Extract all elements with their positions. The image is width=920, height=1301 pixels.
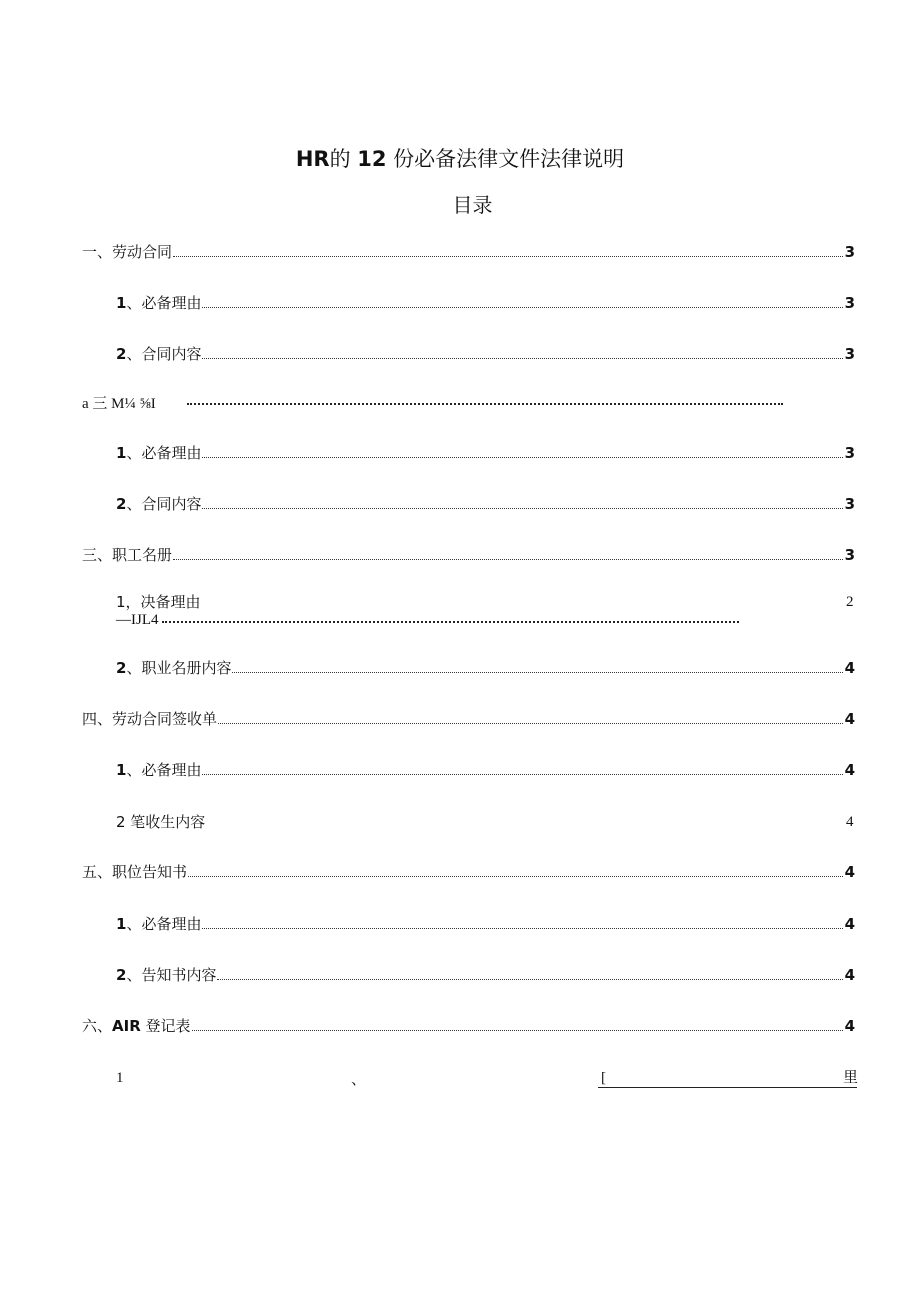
toc-label-bold: AIR <box>112 1017 141 1035</box>
toc-page-number: 4 <box>844 761 855 779</box>
toc-entry-section-1-2[interactable] <box>116 344 855 364</box>
toc-leader <box>202 306 842 308</box>
toc-leader <box>202 927 842 929</box>
toc-entry-section-2-2[interactable] <box>116 494 855 514</box>
toc-entry-section-3[interactable] <box>82 545 855 565</box>
toc-entry-section-6[interactable] <box>82 1016 855 1036</box>
toc-page-number: 3 <box>844 444 855 462</box>
toc-leader <box>218 722 843 724</box>
toc-page-number: 3 <box>844 546 855 564</box>
toc-entry-section-1-1[interactable] <box>116 293 855 313</box>
title-suffix: 份必备法律文件法律说明 <box>393 147 625 171</box>
toc-label-suffix: 登记表 <box>140 1017 191 1035</box>
toc-label-prefix: 六、 <box>82 1017 113 1035</box>
toc-entry-section-3-2[interactable] <box>116 658 855 678</box>
toc-label: 三、职工名册 <box>82 546 173 564</box>
toc-leader <box>173 558 843 560</box>
toc-leader <box>202 357 842 359</box>
toc-entry-section-5-2[interactable] <box>116 965 855 985</box>
toc-num: 1 <box>116 761 127 779</box>
toc-label: 、职业名册内容 <box>126 659 232 677</box>
toc-num: 1 <box>116 294 127 312</box>
toc-page-number: 2 <box>846 594 854 610</box>
toc-num: 2 <box>116 345 127 363</box>
toc-entry-section-6-1-num[interactable]: 1 <box>116 1070 124 1086</box>
toc-leader <box>188 875 843 877</box>
toc-leader <box>162 620 739 623</box>
toc-num: 2 <box>116 659 127 677</box>
toc-entry-section-5[interactable] <box>82 862 855 882</box>
toc-end-char: 里 <box>843 1070 859 1086</box>
toc-label: 一、劳动合同 <box>82 243 173 261</box>
toc-page-number: 3 <box>844 294 855 312</box>
document-title <box>0 143 920 173</box>
toc-label: 、必备理由 <box>126 915 202 933</box>
toc-entry-section-1[interactable] <box>82 242 855 262</box>
toc-entry-section-2-1[interactable] <box>116 443 855 463</box>
toc-page-number: 4 <box>844 1017 855 1035</box>
toc-entry-section-5-1[interactable] <box>116 914 855 934</box>
toc-entry-section-4-1[interactable] <box>116 760 855 780</box>
toc-underline <box>598 1086 857 1088</box>
toc-entry-section-4[interactable] <box>82 709 855 729</box>
toc-entry-section-2[interactable]: a 三 M¼ ⅝I <box>82 396 156 412</box>
toc-leader <box>173 255 843 257</box>
toc-bracket: [ <box>601 1070 606 1086</box>
toc-leader <box>202 507 842 509</box>
title-num: 12 <box>357 147 387 171</box>
toc-label: 、必备理由 <box>126 294 202 312</box>
toc-num: 1 <box>116 444 127 462</box>
toc-num: 2 <box>116 966 127 984</box>
toc-num: 2 <box>116 495 127 513</box>
title-prefix: HR <box>295 147 330 171</box>
title-mid: 的 <box>329 147 351 171</box>
toc-page-number: 4 <box>846 814 854 830</box>
toc-page-number: 4 <box>844 966 855 984</box>
toc-leader <box>202 773 842 775</box>
toc-garbled-text: —IJL4 <box>116 612 159 628</box>
toc-page-number: 3 <box>844 345 855 363</box>
toc-label: 、合同内容 <box>126 495 202 513</box>
toc-page-number: 3 <box>844 243 855 261</box>
toc-leader <box>232 671 842 673</box>
toc-page-number: 4 <box>844 863 855 881</box>
toc-separator: 、 <box>351 1072 367 1088</box>
toc-entry-section-4-2[interactable]: 2 笔收生内容 <box>116 813 206 831</box>
toc-entry-section-3-1[interactable]: 1，决备理由 <box>116 593 201 611</box>
toc-page-number: 4 <box>844 915 855 933</box>
toc-label: 、必备理由 <box>126 761 202 779</box>
toc-label: 、必备理由 <box>126 444 202 462</box>
toc-page-number: 3 <box>844 495 855 513</box>
toc-label: 、合同内容 <box>126 345 202 363</box>
toc-label: 五、职位告知书 <box>82 863 188 881</box>
toc-leader <box>202 456 842 458</box>
toc-page-number: 4 <box>844 659 855 677</box>
toc-num: 1 <box>116 915 127 933</box>
toc-heading: 目录 <box>452 193 493 217</box>
toc-leader <box>217 978 842 980</box>
toc-leader <box>192 1029 843 1031</box>
toc-page-number: 4 <box>844 710 855 728</box>
toc-label: 四、劳动合同签收单 <box>82 710 218 728</box>
toc-leader <box>187 402 783 405</box>
toc-label: 、告知书内容 <box>126 966 217 984</box>
